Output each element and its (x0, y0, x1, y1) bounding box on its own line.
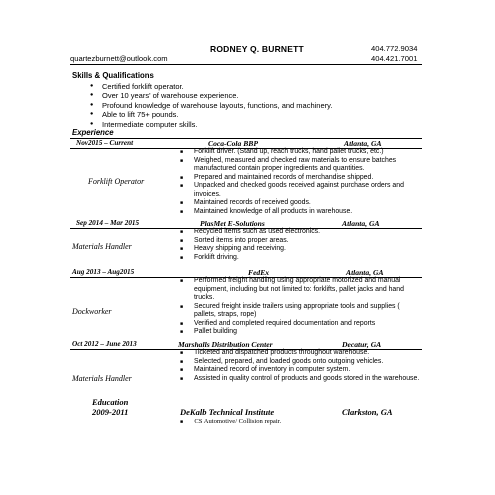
duty-item: ■ Maintained record of inventory in computer system. (180, 366, 420, 375)
duty-item: ■ Ticketed and dispatched products throughout warehouse. (180, 349, 420, 358)
education-location: Clarkston, GA (342, 407, 393, 417)
job-location: Decatur, GA (342, 340, 382, 349)
job-company: PlasMet E-Solutions (200, 219, 265, 228)
job-company: Marshalls Distribution Center (178, 340, 273, 349)
duty-item: ■ Sorted items into proper areas. (180, 237, 420, 246)
duty-item: ■ Pallet building (180, 328, 420, 337)
job-duties (180, 277, 420, 337)
job-role: Forklift Operator (88, 177, 145, 186)
job-dates: Sep 2014 – Mar 2015 (76, 219, 140, 227)
email-address: quartezburnett@outlook.com (70, 54, 168, 63)
duty-item: ■ Verified and completed required documentation and reports (180, 320, 420, 329)
job-dates: Oct 2012 – June 2013 (72, 340, 137, 348)
experience-heading: Experience (72, 128, 114, 137)
job-location: Atlanta, GA (344, 139, 382, 148)
job-duties (180, 148, 420, 216)
duty-item: ■ Assisted in quality control of products and goods stored in the warehouse. (180, 375, 420, 384)
bullet-icon: ■ (180, 420, 184, 425)
duty-item: ■ Unpacked and checked goods received against purchase orders and invoices. (180, 182, 420, 199)
job-duties (180, 349, 420, 383)
skill-item: ● Certified forklift operator. (90, 82, 332, 91)
job-company: Coca-Cola BBP (208, 139, 258, 148)
skill-item: ● Able to lift 75+ pounds. (90, 110, 332, 119)
education-heading: Education (92, 397, 129, 407)
job-location: Atlanta, GA (346, 268, 384, 277)
skill-item: ● Profound knowledge of warehouse layouts, functions, and machinery. (90, 101, 332, 110)
job-dates: Nov2015 – Current (76, 139, 134, 147)
education-detail: CS Automotive/ Collision repair. (194, 418, 282, 425)
job-dates: Aug 2013 – Aug2015 (72, 268, 135, 276)
job-duties (180, 228, 420, 262)
job-role: Materials Handler (72, 242, 132, 251)
job-role: Materials Handler (72, 374, 132, 383)
duty-item: ■ Forklift driver. (Stand up, reach trucks, hand pallet trucks, etc.) (180, 148, 420, 157)
job-company: FedEx (248, 268, 270, 277)
header-divider (70, 64, 422, 65)
candidate-name: RODNEY Q. BURNETT (210, 44, 304, 54)
education-dates: 2009-2011 (92, 407, 129, 417)
duty-item: ■ Maintained knowledge of all products in warehouse. (180, 208, 420, 217)
duty-item: ■ Heavy shipping and receiving. (180, 245, 420, 254)
duty-item: ■ Selected, prepared, and loaded goods onto outgoing vehicles. (180, 358, 420, 367)
skills-heading: Skills & Qualifications (72, 71, 154, 80)
duty-item: ■ Weighed, measured and checked raw materials to ensure batches manufactured contain proper ingredients and quantities. (180, 157, 420, 174)
duty-item: ■ Maintained records of received goods. (180, 199, 420, 208)
duty-item: ■ Performed freight handling using appropriate motorized and manual equipment, including but not limited to: forklifts, pallet jacks and hand trucks. (180, 277, 420, 303)
job-location: Atlanta, GA (342, 219, 380, 228)
duty-item: ■ Prepared and maintained records of merchandise shipped. (180, 174, 420, 183)
education-detail-row (180, 418, 281, 425)
duty-item: ■ Recycled items such as used electronics. (180, 228, 420, 237)
skills-list (90, 82, 332, 129)
skill-item: ● Over 10 years' of warehouse experience. (90, 91, 332, 100)
duty-item: ■ Secured freight inside trailers using appropriate tools and supplies ( pallets, straps, rope) (180, 303, 420, 320)
job-role: Dockworker (72, 307, 112, 316)
duty-item: ■ Forklift driving. (180, 254, 420, 263)
education-school: DeKalb Technical Institute (180, 407, 275, 417)
phone-primary: 404.772.9034 (371, 44, 418, 53)
phone-secondary: 404.421.7001 (371, 54, 418, 63)
skill-item: ● Intermediate computer skills. (90, 120, 332, 129)
